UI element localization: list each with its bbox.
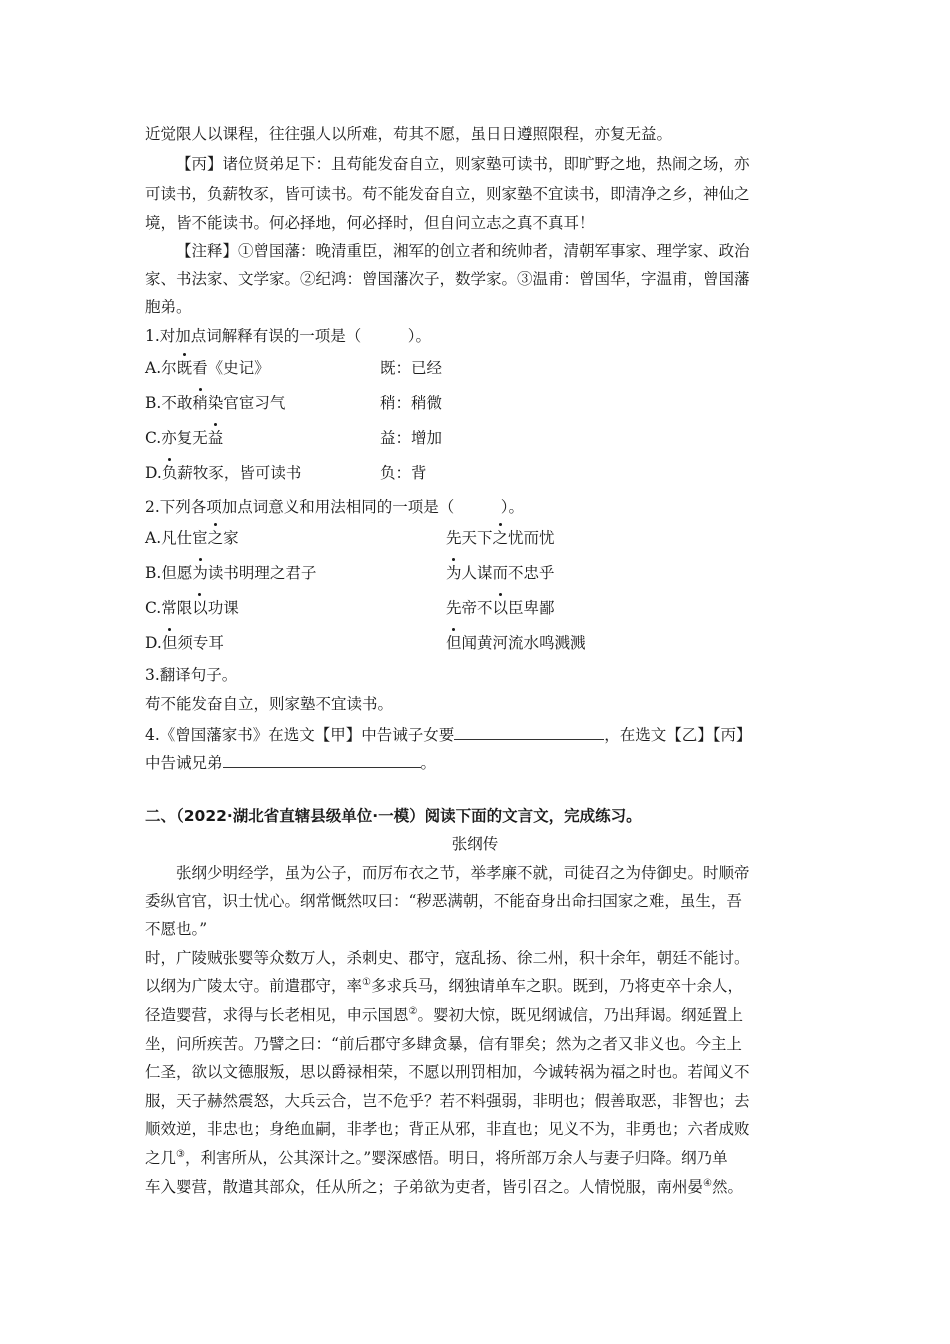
question-4-line-1: 4.《曾国藩家书》在选文【甲】中告诫子女要 ，在选文【乙】【丙】 <box>145 723 752 745</box>
answer-blank-1[interactable] <box>454 723 604 740</box>
emphasis-dot-char: 但 <box>161 634 178 652</box>
emphasis-dot-char: 之 <box>207 529 224 547</box>
q2-option-c-right: 先帝不以臣卑鄙 <box>446 599 555 617</box>
passage-line: 仁圣，欲以文德服叛，思以爵禄相荣，不愿以刑罚相加，今诚转祸为福之时也。若闻义不 <box>145 1063 750 1081</box>
footnote-marker: ① <box>362 976 371 988</box>
question-2-stem: 2.下列各项加点词意义和用法相同的一项是（ ）。 <box>145 498 525 516</box>
passage-line: 服，天子赫然震怒，大兵云合，岂不危乎？若不料强弱，非明也；假善取恶，非智也；去 <box>145 1092 750 1110</box>
passage-title: 张纲传 <box>451 835 499 853</box>
question-1-stem: 1.对加点词解释有误的一项是（ ）。 <box>145 327 432 345</box>
annotation-line: 家、书法家、文学家。②纪鸿：曾国藩次子，数学家。③温甫：曾国华，字温甫，曾国藩 <box>145 270 750 288</box>
emphasis-dot-char: 稍 <box>192 394 208 412</box>
q2-option-b-left: B.但愿为读书明理之君子 <box>145 564 317 582</box>
question-3-sentence: 苟不能发奋自立，则家塾不宜读书。 <box>145 695 394 713</box>
passage-line: 坐，问所疾苦。乃譬之曰：“前后郡守多肆贪暴，信有罪矣；然为之者又非义也。今主上 <box>145 1035 742 1053</box>
q1-option-c: C.亦复无益 <box>145 429 224 447</box>
emphasis-dot-char: 既 <box>176 359 193 377</box>
emphasis-dot-char: 之 <box>492 529 509 547</box>
question-3-stem: 3.翻译句子。 <box>145 666 238 684</box>
footnote-marker: ② <box>408 1005 418 1017</box>
q1-option-c-gloss: 益：增加 <box>380 429 443 447</box>
q1-option-b: B.不敢稍染官宦习气 <box>145 394 286 412</box>
q1-option-b-gloss: 稍：稍微 <box>380 394 443 412</box>
footnote-marker: ③ <box>176 1148 185 1160</box>
annotation-line: 【注释】①曾国藩：晚清重臣，湘军的创立者和统帅者，清朝军事家、理学家、政治 <box>176 242 750 260</box>
q2-option-d-left: D.但须专耳 <box>145 634 224 652</box>
passage-line: 张纲少明经学，虽为公子，而厉布衣之节，举孝廉不就，司徒召之为侍御史。时顺帝 <box>176 864 750 882</box>
passage-line: 之几③，利害所从，公其深计之。”婴深感悟。明日，将所部万余人与妻子归降。纲乃单 <box>145 1148 728 1167</box>
q2-option-a-right: 先天下之忧而忧 <box>446 529 555 547</box>
passage-bing-line: 可读书，负薪牧豕，皆可读书。苟不能发奋自立，则家塾不宜读书，即清净之乡，神仙之 <box>145 185 750 203</box>
footnote-marker: ④ <box>703 1177 712 1189</box>
passage-line: 车入婴营，散遣其部众，任从所之；子弟欲为吏者，皆引召之。人情悦服，南州晏④然。 <box>145 1177 743 1196</box>
passage-line: 委纵官官，识士忧心。纲常慨然叹曰：“秽恶满朝，不能奋身出命扫国家之难，虽生，吾 <box>145 892 742 910</box>
passage-line: 时，广陵贼张婴等众数万人，杀刺史、郡守，寇乱扬、徐二州，积十余年，朝廷不能讨。 <box>145 949 750 967</box>
q1-option-a-gloss: 既：已经 <box>380 359 443 377</box>
emphasis-dot-char: 为 <box>446 564 462 582</box>
emphasis-dot-char: 益 <box>207 429 224 447</box>
passage-line: 顺效逆，非忠也；身绝血嗣，非孝也；背正从邪，非直也；见义不为，非勇也；六者成败 <box>145 1120 750 1138</box>
passage-bing-line: 【丙】诸位贤弟足下：且苟能发奋自立，则家塾可读书，即旷野之地，热闹之场，亦 <box>176 155 750 173</box>
q1-option-d-gloss: 负：背 <box>380 464 427 482</box>
q1-option-d: D.负薪牧豕，皆可读书 <box>145 464 302 482</box>
q2-option-c-left: C.常限以功课 <box>145 599 239 617</box>
emphasis-dot-char: 负 <box>161 464 178 482</box>
emphasis-dot-char: 为 <box>192 564 208 582</box>
annotation-line: 胞弟。 <box>145 298 192 316</box>
passage-line: 近觉限人以课程，往往强人以所难，苟其不愿，虽日日遵照限程，亦复无益。 <box>145 125 673 143</box>
q1-option-a: A.尔既看《史记》 <box>145 359 270 377</box>
passage-line: 径造婴营，求得与长老相见，申示国恩②。婴初大惊，既见纲诚信，乃出拜谒。纲延置上 <box>145 1005 743 1024</box>
passage-line: 不愿也。” <box>145 920 208 938</box>
answer-blank-2[interactable] <box>223 751 421 768</box>
q2-option-a-left: A.凡仕宦之家 <box>145 529 239 547</box>
q2-option-b-right: 为人谋而不忠乎 <box>446 564 555 582</box>
question-4-line-2: 中告诫兄弟 。 <box>145 751 436 773</box>
passage-bing-line: 境，皆不能读书。何必择地，何必择时，但自问立志之真不真耳！ <box>145 214 595 232</box>
emphasis-dot-char: 但 <box>446 634 462 652</box>
section-2-heading: 二、（2022·湖北省直辖县级单位·一模）阅读下面的文言文，完成练习。 <box>145 807 642 825</box>
passage-line: 以纲为广陵太守。前遣郡守，率①多求兵马，纲独请单车之职。既到，乃将吏卒十余人， <box>145 976 743 995</box>
q2-option-d-right: 但闻黄河流水鸣溅溅 <box>446 634 586 652</box>
emphasis-dot-char: 以 <box>192 599 208 617</box>
emphasis-dot-char: 以 <box>492 599 509 617</box>
